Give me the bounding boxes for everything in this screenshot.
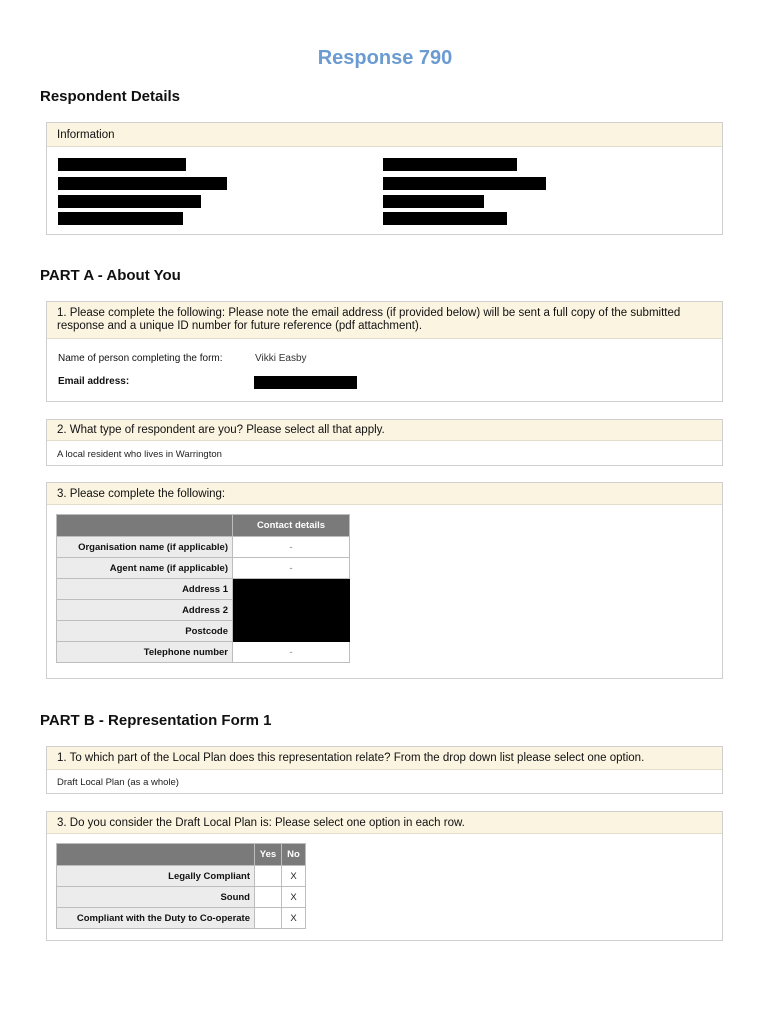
name-label: Name of person completing the form: [58,353,223,364]
row-label: Address 2 [57,600,233,621]
table-row [57,908,306,929]
row-value: - [233,642,350,663]
table-header-no: No [282,844,306,866]
redacted-block [58,195,201,208]
redacted-block [383,195,484,208]
row-label: Agent name (if applicable) [57,558,233,579]
redacted-email [254,376,357,389]
part-b-heading: PART B - Representation Form 1 [40,712,272,729]
question-text: 2. What type of respondent are you? Please select all that apply. [47,420,722,441]
row-label: Address 1 [57,579,233,600]
answer-text: Draft Local Plan (as a whole) [57,777,179,788]
table-row [57,621,350,642]
yes-cell [255,908,282,929]
table-header-empty [57,844,255,866]
table-row [57,642,350,663]
row-label: Compliant with the Duty to Co-operate [57,908,255,929]
table-header-row [57,515,350,537]
table-header-yes: Yes [255,844,282,866]
respondent-details-heading: Respondent Details [40,88,181,105]
table-header-empty [57,515,233,537]
part-a-question-3 [46,482,723,679]
redacted-block [58,212,183,225]
redacted-block [383,177,546,190]
row-value-redacted [233,621,350,642]
row-label: Legally Compliant [57,866,255,887]
redacted-block [383,212,507,225]
page-title: Response 790 [317,47,453,69]
row-label: Sound [57,887,255,908]
table-header-row [57,844,306,866]
row-label: Organisation name (if applicable) [57,537,233,558]
no-cell: X [282,866,306,887]
part-a-question-1 [46,301,723,402]
row-value: - [233,558,350,579]
no-cell: X [282,908,306,929]
redacted-block [58,158,186,171]
compliance-table [56,843,306,929]
yes-cell [255,866,282,887]
information-box-title: Information [47,123,722,147]
question-text: 3. Do you consider the Draft Local Plan is: Please select one option in each row. [47,812,722,834]
redacted-block [58,177,227,190]
row-value-redacted [233,579,350,600]
name-value: Vikki Easby [255,353,307,364]
email-label: Email address: [58,376,130,387]
question-text: 1. Please complete the following: Please note the email address (if provided below) will be sent a full copy of the submitted response and a unique ID number for future reference (pdf attachment). [47,302,722,339]
part-b-question-3 [46,811,723,941]
no-cell: X [282,887,306,908]
information-box [46,122,723,235]
part-a-question-2 [46,419,723,466]
table-row [57,887,306,908]
row-label: Postcode [57,621,233,642]
table-row [57,558,350,579]
table-row [57,866,306,887]
part-b-question-1 [46,746,723,794]
table-row [57,579,350,600]
row-label: Telephone number [57,642,233,663]
contact-details-table [56,514,350,663]
question-text: 1. To which part of the Local Plan does this representation relate? From the drop down list please select one option. [47,747,722,770]
redacted-block [383,158,517,171]
table-row [57,600,350,621]
question-text: 3. Please complete the following: [47,483,722,505]
row-value-redacted [233,600,350,621]
table-header-contact: Contact details [233,515,350,537]
table-row [57,537,350,558]
part-a-heading: PART A - About You [40,267,181,284]
yes-cell [255,887,282,908]
answer-text: A local resident who lives in Warrington [57,449,222,460]
row-value: - [233,537,350,558]
